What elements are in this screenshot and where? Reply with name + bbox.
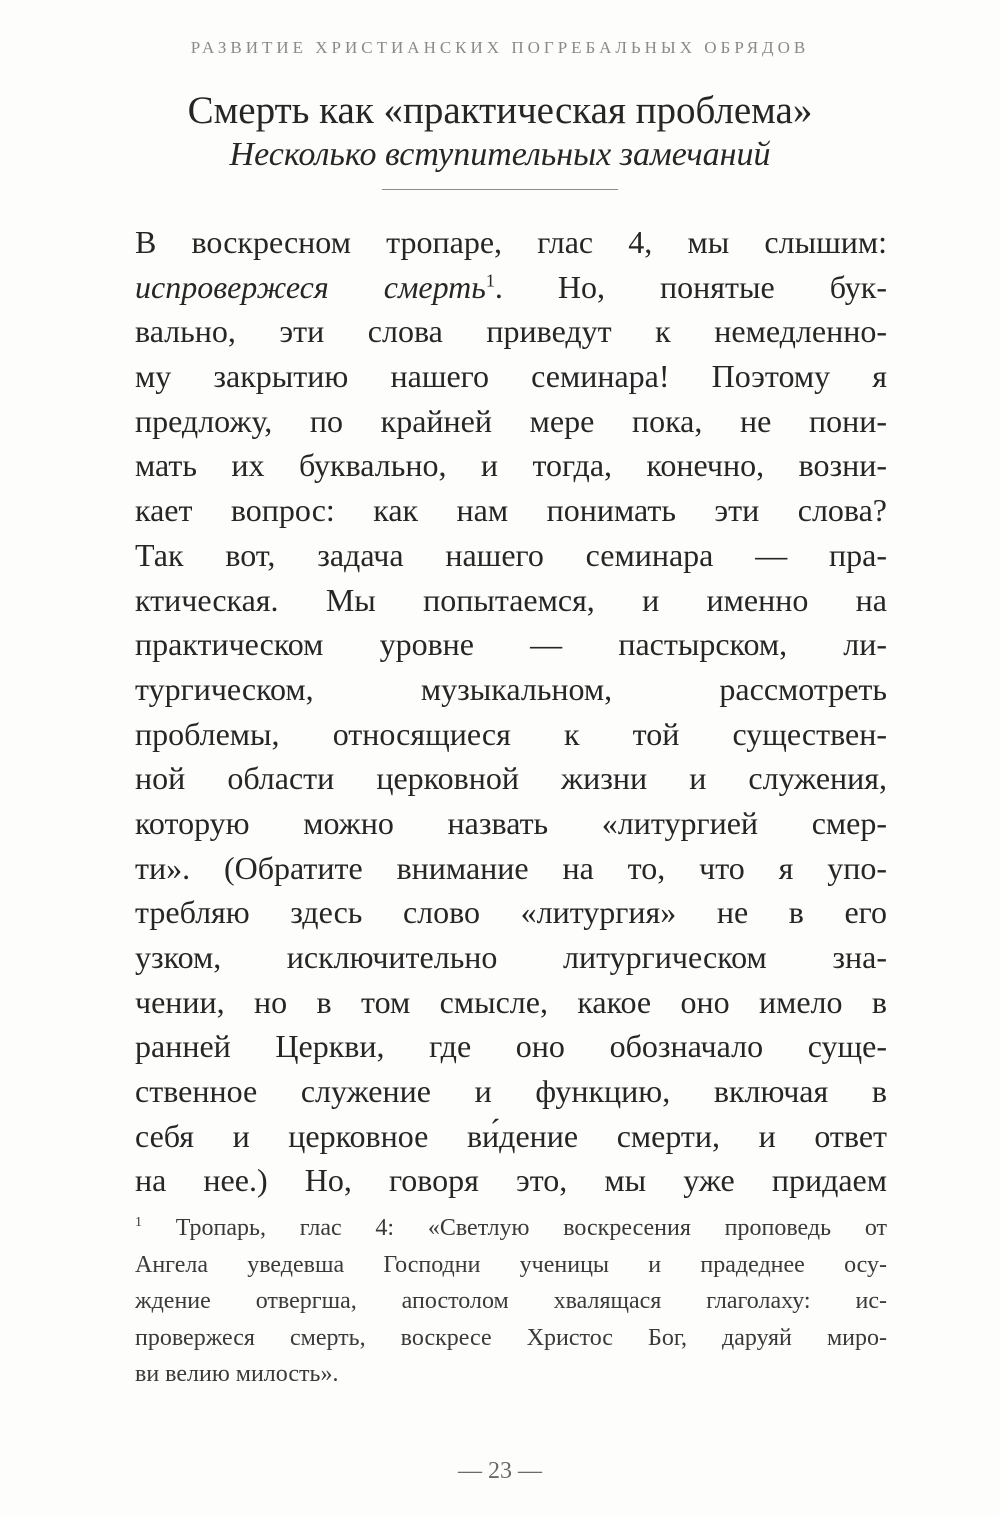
footnote-marker: 1 (135, 1215, 142, 1230)
page-number: — 23 — (458, 1458, 542, 1484)
emphasis: испровержеся смерть (135, 268, 486, 305)
body-line: предложу, по крайней мере пока, не пони- (135, 402, 887, 439)
footnote-line: провержеся смерть, воскресе Христос Бог, даруяй миро- (135, 1324, 887, 1351)
body-line: на нее.) Но, говоря это, мы уже придаем (135, 1162, 887, 1199)
body-line: вально, эти слова приведут к немедленно- (135, 313, 887, 350)
title-divider (382, 189, 618, 190)
body-line: практическом уровне — пастырском, ли- (135, 626, 887, 663)
body-line: проблемы, относящиеся к той существен- (135, 715, 887, 752)
body-line: ктическая. Мы попытаемся, и именно на (135, 581, 887, 618)
body-line: чении, но в том смысле, какое оно имело в (135, 983, 887, 1020)
body-line: ственное служение и функцию, включая в (135, 1073, 887, 1110)
footnote-line: $^1$ Тропарь, глас 4: «Светлую воскресения проповедь от (135, 1215, 887, 1241)
running-header: РАЗВИТИЕ ХРИСТИАНСКИХ ПОГРЕБАЛЬНЫХ ОБРЯДОВ (190, 38, 810, 57)
body-line: кает вопрос: как нам понимать эти слова? (135, 492, 887, 529)
body-line: испровержеся смерть$^1$. Но, понятые бук- (135, 268, 887, 305)
footnote (135, 1210, 887, 1393)
body-line: ти». (Обратите внимание на то, что я упо- (135, 849, 887, 886)
body-line: ранней Церкви, где оно обозначало суще- (135, 1028, 887, 1065)
body-line: му закрытию нашего семинара! Поэтому я (135, 358, 887, 395)
chapter-subtitle: Несколько вступительных замечаний (229, 136, 771, 173)
footnote-ref: 1 (485, 270, 495, 291)
body-line: узком, исключительно литургическом зна- (135, 939, 887, 975)
body-line: тургическом, музыкальном, рассмотреть (135, 670, 887, 707)
body-line: которую можно назвать «литургией смер- (135, 804, 887, 841)
body-line: требляю здесь слово «литургия» не в его (135, 894, 887, 931)
footnote-line: Ангела уведевша Господни ученицы и прадеднее осу- (135, 1251, 887, 1278)
body-line: Так вот, задача нашего семинара — пра- (135, 536, 887, 573)
chapter-title: Смерть как «практическая проблема» (187, 89, 813, 132)
body-line: В воскресном тропаре, глас 4, мы слышим: (135, 224, 887, 260)
body-line: мать их буквально, и тогда, конечно, возни- (135, 447, 887, 484)
body-text (135, 220, 887, 1203)
footnote-line: ви велию милость». (135, 1361, 339, 1387)
footnote-line: ждение отвергша, апостолом хвалящася глаголаху: ис- (135, 1288, 887, 1314)
body-line: себя и церковное ви́дение смерти, и ответ (135, 1117, 887, 1154)
body-line: ной области церковной жизни и служения, (135, 760, 887, 797)
